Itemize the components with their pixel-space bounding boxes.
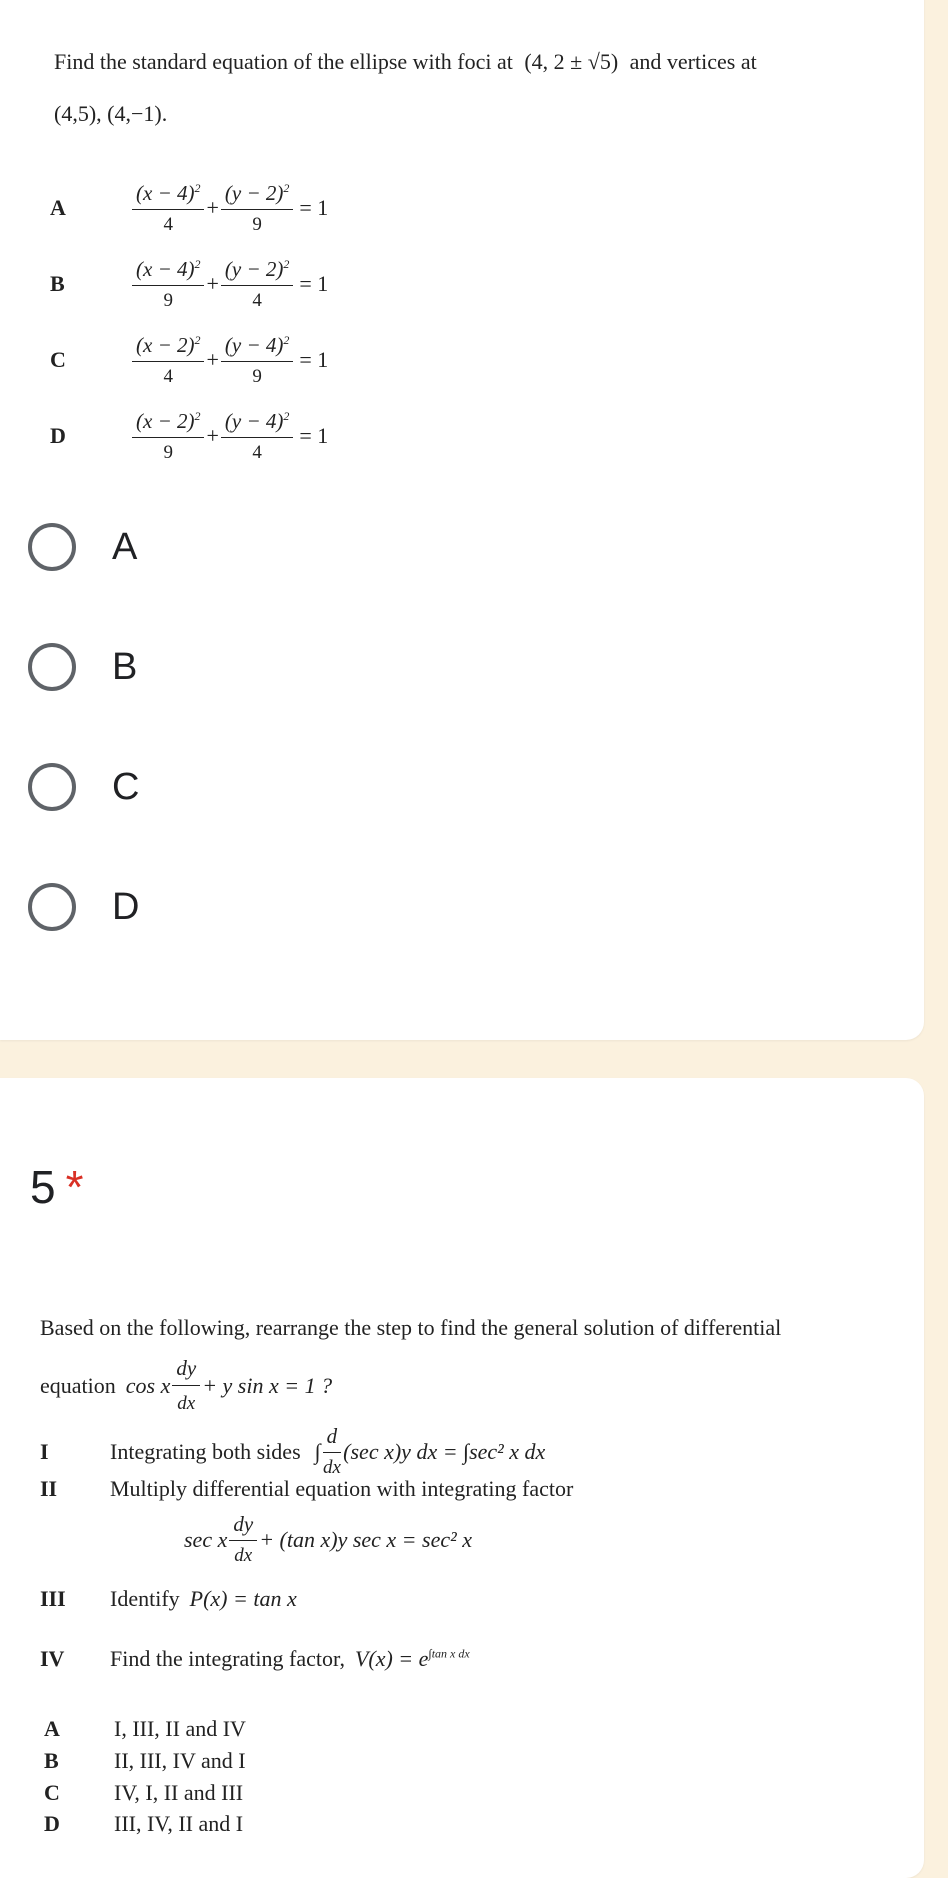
equation-option-b bbox=[50, 244, 328, 324]
frac-den: 9 bbox=[252, 365, 262, 387]
frac-den: dx bbox=[234, 1545, 253, 1566]
numerator-text: (y − 4) bbox=[224, 408, 284, 433]
fraction-x bbox=[132, 257, 204, 312]
numerator-text: (x − 4) bbox=[136, 180, 195, 205]
step-text: Multiply differential equation with integrating factor bbox=[110, 1476, 574, 1501]
derivative-fraction bbox=[172, 1354, 200, 1418]
frac-num bbox=[132, 257, 204, 286]
frac-num bbox=[221, 409, 293, 438]
answer-text: IV, I, II and III bbox=[114, 1780, 244, 1805]
choice-d[interactable] bbox=[28, 872, 139, 942]
exponent: 2 bbox=[194, 180, 201, 195]
radio-button[interactable] bbox=[28, 883, 76, 931]
answer-option-a bbox=[40, 1716, 246, 1742]
frac-num bbox=[221, 181, 293, 210]
numerator-text: (x − 2) bbox=[136, 332, 195, 357]
fraction-x bbox=[132, 333, 204, 388]
prompt-text: equation bbox=[40, 1373, 116, 1398]
frac-num bbox=[132, 181, 204, 210]
prompt-text: Find the standard equation of the ellipse with foci at bbox=[54, 49, 513, 74]
fraction-x bbox=[132, 181, 204, 236]
foci-expression: (4, 2 ± √5) bbox=[524, 49, 619, 74]
frac-num: dy bbox=[229, 1512, 257, 1541]
fraction-x bbox=[132, 409, 204, 464]
frac-den: dx bbox=[322, 1457, 341, 1478]
option-letter: A bbox=[50, 195, 66, 220]
frac-num: dy bbox=[172, 1354, 200, 1386]
answer-letter: A bbox=[44, 1716, 60, 1741]
step-text: Integrating both sides bbox=[110, 1438, 301, 1464]
answer-option-d bbox=[40, 1811, 243, 1837]
plus-sign: + bbox=[206, 271, 219, 296]
frac-num: d bbox=[323, 1424, 342, 1453]
step-III bbox=[40, 1586, 297, 1612]
answer-letter: C bbox=[44, 1780, 60, 1805]
frac-den: 4 bbox=[252, 441, 262, 463]
option-letter: C bbox=[50, 347, 66, 372]
option-letter: D bbox=[50, 423, 66, 448]
answer-letter: D bbox=[44, 1811, 60, 1836]
option-letter: B bbox=[50, 271, 65, 296]
question-5-prompt-line2 bbox=[40, 1354, 332, 1418]
choice-label: A bbox=[112, 525, 138, 568]
plus-sign: + bbox=[206, 423, 219, 448]
required-asterisk: * bbox=[65, 1161, 84, 1213]
derivative-fraction bbox=[229, 1512, 257, 1567]
step-II-equation bbox=[184, 1512, 472, 1567]
exponent: 2 bbox=[194, 256, 201, 271]
numerator-text: (x − 4) bbox=[136, 256, 195, 281]
fraction-y bbox=[221, 409, 293, 464]
frac-num bbox=[221, 333, 293, 362]
numerator-text: (y − 4) bbox=[224, 332, 284, 357]
frac-num bbox=[221, 257, 293, 286]
question-5-number bbox=[30, 1160, 84, 1214]
answer-text: II, III, IV and I bbox=[114, 1748, 246, 1773]
answer-option-b bbox=[40, 1748, 246, 1774]
answer-option-c bbox=[40, 1780, 243, 1806]
exponent: 2 bbox=[194, 408, 201, 423]
exponent: 2 bbox=[283, 332, 290, 347]
math-term: ∫ bbox=[314, 1438, 321, 1464]
choice-a[interactable] bbox=[28, 512, 137, 582]
exponent: 2 bbox=[283, 408, 290, 423]
choice-b[interactable] bbox=[28, 632, 137, 702]
math-term: + y sin x = 1 ? bbox=[202, 1373, 333, 1398]
frac-den: dx bbox=[177, 1393, 196, 1414]
step-text: Find the integrating factor, bbox=[110, 1646, 345, 1671]
radio-button[interactable] bbox=[28, 643, 76, 691]
fraction-y bbox=[221, 257, 293, 312]
frac-num bbox=[132, 409, 204, 438]
choice-label: C bbox=[112, 765, 140, 808]
fraction-y bbox=[221, 333, 293, 388]
fraction-y bbox=[221, 181, 293, 236]
numerator-text: (y − 2) bbox=[224, 180, 284, 205]
step-II bbox=[40, 1476, 573, 1502]
frac-den: 9 bbox=[252, 213, 262, 235]
math-term: cos x bbox=[125, 1373, 171, 1398]
frac-den: 4 bbox=[163, 365, 173, 387]
question-number: 5 bbox=[30, 1161, 56, 1213]
math-term: + (tan x)y sec x = sec² x bbox=[259, 1526, 472, 1552]
frac-den: 9 bbox=[163, 441, 173, 463]
numerator-text: (y − 2) bbox=[224, 256, 284, 281]
plus-sign: + bbox=[206, 347, 219, 372]
frac-den: 4 bbox=[163, 213, 173, 235]
plus-sign: + bbox=[206, 195, 219, 220]
equation-option-d bbox=[50, 396, 328, 476]
radio-button[interactable] bbox=[28, 523, 76, 571]
step-number: III bbox=[40, 1586, 66, 1611]
equation-option-c bbox=[50, 320, 328, 400]
exponent: 2 bbox=[283, 180, 290, 195]
question-5-prompt-line1: Based on the following, rearrange the step to find the general solution of differential bbox=[40, 1315, 782, 1340]
answer-text: III, IV, II and I bbox=[114, 1811, 244, 1836]
step-number: I bbox=[40, 1438, 49, 1464]
equals-one: = 1 bbox=[299, 195, 329, 220]
integrating-factor-expression bbox=[355, 1646, 470, 1672]
math-term: V(x) = e bbox=[354, 1646, 429, 1671]
math-term: sec x bbox=[184, 1526, 228, 1552]
math-term: P(x) = tan x bbox=[189, 1586, 297, 1611]
frac-den: 4 bbox=[252, 289, 262, 311]
step-number: IV bbox=[40, 1646, 65, 1671]
choice-label: B bbox=[112, 645, 138, 688]
radio-button[interactable] bbox=[28, 763, 76, 811]
equation-option-a bbox=[50, 168, 328, 248]
answer-text: I, III, II and IV bbox=[114, 1716, 246, 1741]
choice-c[interactable] bbox=[28, 752, 139, 822]
choice-label: D bbox=[112, 885, 140, 928]
step-number: II bbox=[40, 1476, 58, 1501]
equals-one: = 1 bbox=[299, 271, 329, 296]
step-IV bbox=[40, 1646, 470, 1672]
exponent: ∫tan x dx bbox=[428, 1646, 470, 1661]
exponent: 2 bbox=[194, 332, 201, 347]
frac-den: 9 bbox=[163, 289, 173, 311]
exponent: 2 bbox=[283, 256, 290, 271]
prompt-text: and vertices at bbox=[629, 49, 757, 74]
step-text: Identify bbox=[110, 1586, 180, 1611]
frac-num bbox=[132, 333, 204, 362]
math-term: (sec x)y dx = ∫sec² x dx bbox=[343, 1438, 546, 1464]
equals-one: = 1 bbox=[299, 423, 329, 448]
step-I bbox=[40, 1424, 545, 1479]
derivative-fraction bbox=[323, 1424, 342, 1479]
question-4-prompt bbox=[54, 48, 757, 76]
answer-letter: B bbox=[44, 1748, 59, 1773]
numerator-text: (x − 2) bbox=[136, 408, 195, 433]
vertices-expression: (4,5), (4,−1). bbox=[54, 101, 168, 126]
equals-one: = 1 bbox=[299, 347, 329, 372]
